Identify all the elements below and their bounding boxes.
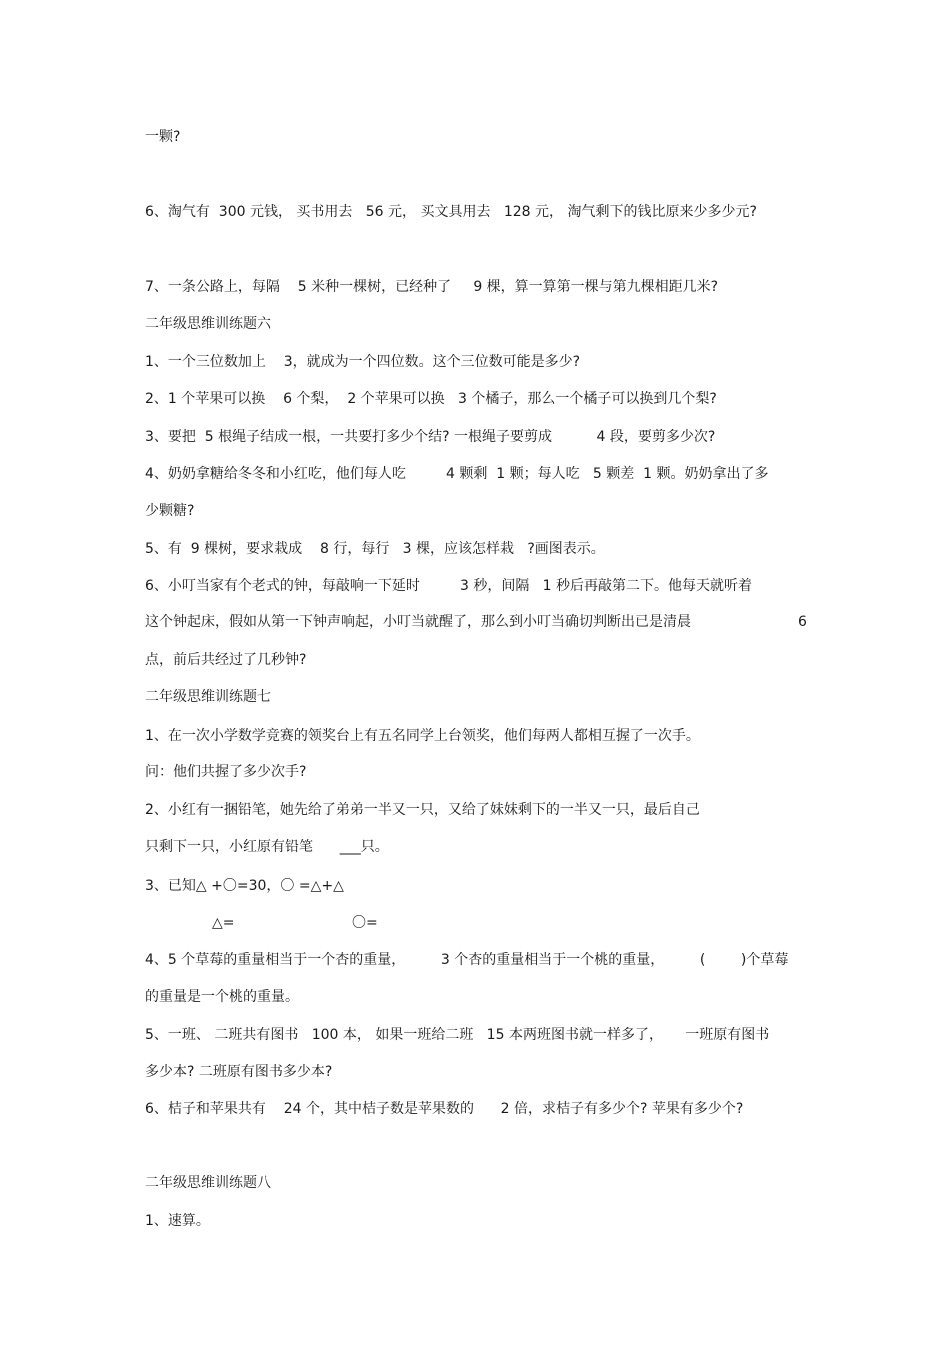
text-line: 6、淘气有 300 元钱， 买书用去 56 元， 买文具用去 128 元， 淘气剩下的钱比原来少多少元?	[145, 204, 757, 220]
text-line: 3、已知△ +〇=30，〇 =△+△	[145, 878, 344, 894]
text-line: 1、在一次小学数学竞赛的领奖台上有五名同学上台领奖，他们每两人都相互握了一次手。	[145, 728, 700, 744]
triangle-answer: △=	[212, 915, 235, 931]
section-title: 二年级思维训练题八	[145, 1175, 271, 1191]
text-line: 1、速算。	[145, 1213, 210, 1229]
text-line: 4、5 个草莓的重量相当于一个杏的重量， 3 个杏的重量相当于一个桃的重量， ( )个草莓	[145, 952, 789, 968]
text-line: 1、一个三位数加上 3，就成为一个四位数。这个三位数可能是多少?	[145, 354, 581, 370]
text-line: 6、桔子和苹果共有 24 个，其中桔子数是苹果数的 2 倍，求桔子有多少个? 苹果有多少个?	[145, 1101, 744, 1117]
text-line: 7、一条公路上，每隔 5 米种一棵树，已经种了 9 棵，算一算第一棵与第九棵相距几米?	[145, 279, 719, 295]
text-line: 6、小叮当家有个老式的钟，每敲响一下延时 3 秒，间隔 1 秒后再敲第二下。他每天就听着	[145, 578, 753, 594]
text-line: 只剩下一只，小红原有铅笔 ___只。	[145, 839, 389, 855]
text-line: 2、小红有一捆铅笔，她先给了弟弟一半又一只，又给了妹妹剩下的一半又一只，最后自己	[145, 802, 700, 818]
text-line: 多少本? 二班原有图书多少本?	[145, 1064, 333, 1080]
text-line: 点，前后共经过了几秒钟?	[145, 652, 307, 668]
section-title: 二年级思维训练题七	[145, 689, 271, 705]
text-line: 5、有 9 棵树，要求栽成 8 行，每行 3 棵，应该怎样栽 ?画图表示。	[145, 541, 605, 557]
circle-answer: 〇=	[352, 915, 378, 931]
text-line: 4、奶奶拿糖给冬冬和小红吃，他们每人吃 4 颗剩 1 颗；每人吃 5 颗差 1 颗。奶奶拿出了多	[145, 466, 769, 482]
section-title: 二年级思维训练题六	[145, 316, 271, 332]
text-line: 这个钟起床，假如从第一下钟声响起，小叮当就醒了，那么到小叮当确切判断出已是清晨	[145, 614, 691, 630]
text-line: 3、要把 5 根绳子结成一根，一共要打多少个结? 一根绳子要剪成 4 段，要剪多少次?	[145, 429, 716, 445]
text-line: 2、1 个苹果可以换 6 个梨， 2 个苹果可以换 3 个橘子，那么一个橘子可以换到几个梨?	[145, 391, 717, 407]
text-line: 少颗糖?	[145, 503, 195, 519]
text-line: 的重量是一个桃的重量。	[145, 989, 299, 1005]
text-line-right: 6	[798, 614, 807, 630]
text-line: 一颗?	[145, 129, 181, 145]
text-line: 5、一班、 二班共有图书 100 本， 如果一班给二班 15 本两班图书就一样多了， 一班原有图书	[145, 1027, 770, 1043]
text-line: 问：他们共握了多少次手?	[145, 764, 307, 780]
